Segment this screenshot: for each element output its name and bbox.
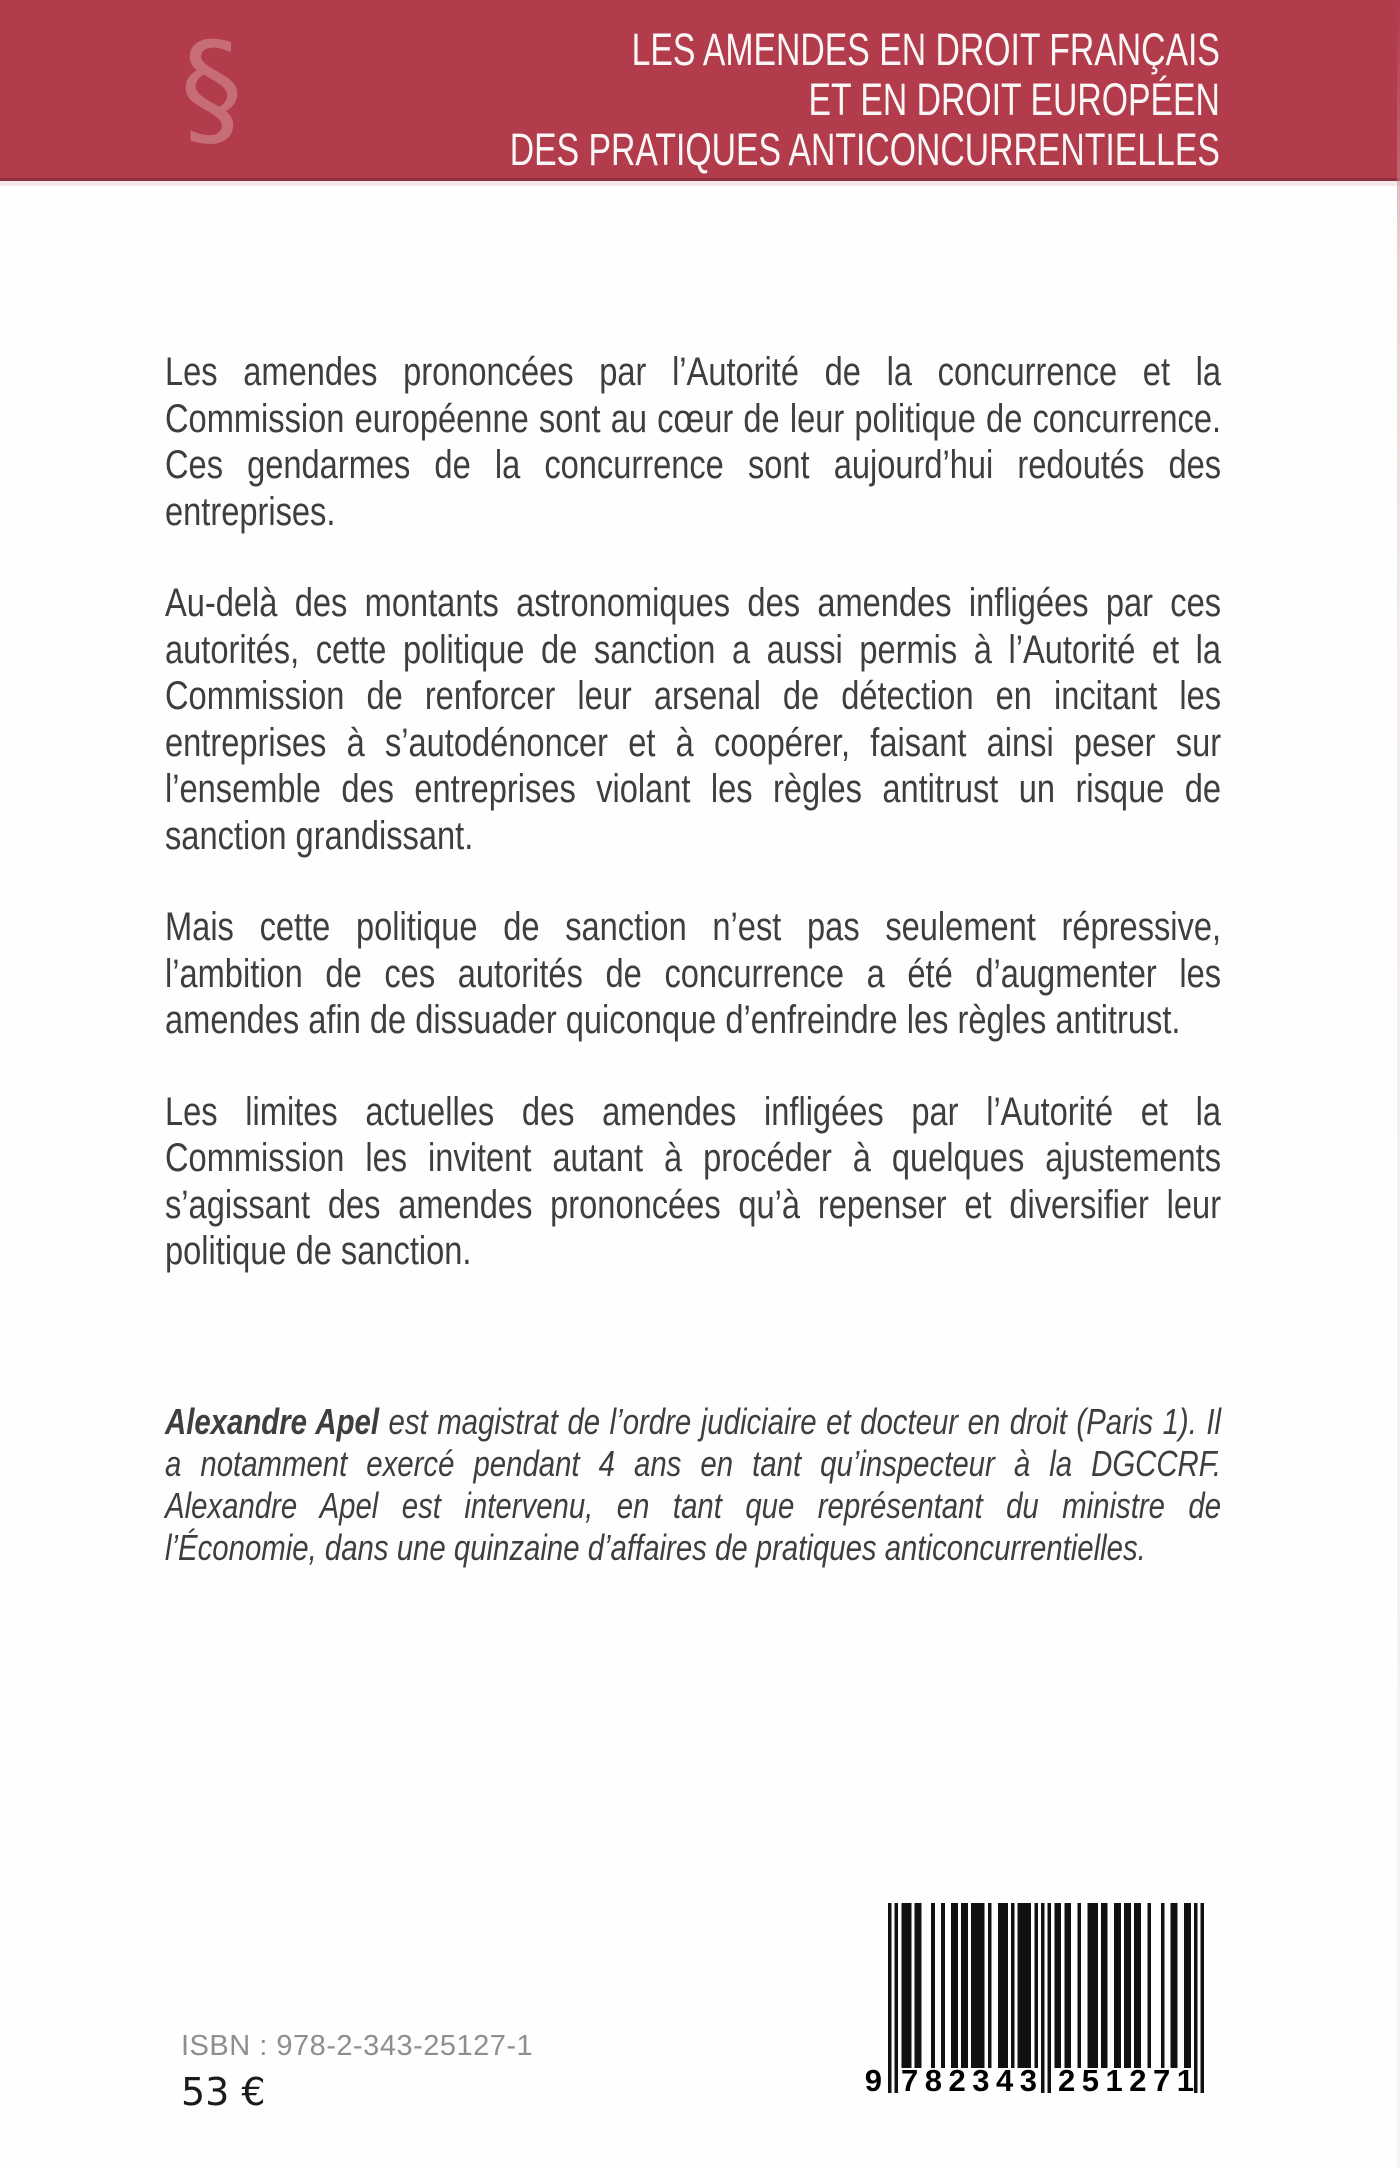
author-name: Alexandre Apel: [165, 1400, 380, 1442]
isbn-label: ISBN : 978-2-343-25127-1: [181, 2030, 534, 2062]
book-title-line-1: LES AMENDES EN DROIT FRANÇAIS: [631, 24, 1220, 75]
book-title-line-3: DES PRATIQUES ANTICONCURRENTIELLES: [509, 124, 1220, 175]
synopsis-paragraph-1: Les amendes prononcées par l’Autorité de la concurrence et la Commission européenne sont au cœur de leur politique de concurrence. Ces gendarmes de la concurrence sont aujourd’hui redoutés des entreprises.: [165, 350, 1222, 534]
price-label: 53 €: [181, 2070, 266, 2114]
book-title: [510, 25, 1220, 175]
barcode-digits-group-2: 251271: [1058, 2063, 1201, 2098]
synopsis-paragraph-4: Les limites actuelles des amendes infligées par l’Autorité et la Commission les invitent autant à procéder à quelques ajustements s’agissant des amendes prononcées qu’à repenser et diversifier leur politique de sanction.: [165, 1089, 1222, 1273]
barcode-digits-group-1: 782343: [901, 2063, 1044, 2098]
barcode-lead-digit: 9: [864, 2063, 882, 2098]
header-band: [0, 0, 1400, 181]
synopsis: [165, 349, 1221, 1569]
synopsis-paragraph-2: Au-delà des montants astronomiques des amendes infligées par ces autorités, cette politique de sanction a aussi permis à l’Autorité et la Commission de renforcer leur arsenal de détection en incitant les entreprises à s’autodénoncer et à coopérer, faisant ainsi peser sur l’ensemble des entreprises violant les règles antitrust un risque de sanction grandissant.: [165, 581, 1222, 858]
book-title-line-2: ET EN DROIT EUROPÉEN: [808, 74, 1220, 125]
author-bio: [165, 1401, 1221, 1569]
synopsis-paragraph-3: Mais cette politique de sanction n’est pas seulement répressive, l’ambition de ces autorités de concurrence a été d’augmenter les amendes afin de dissuader quiconque d’enfreindre les règles antitrust.: [165, 905, 1222, 1042]
author-bio-text: est magistrat de l’ordre judiciaire et docteur en droit (Paris 1). Il a notamment exercé pendant 4 ans en tant qu’inspecteur à la DGCCRF. Alexandre Apel est intervenu, en tant que représentant du ministre de l’Économie, dans une quinzaine d’affaires de pratiques anticoncurrentielles.: [165, 1400, 1222, 1568]
section-paragraph-icon: §: [180, 15, 243, 162]
ean13-barcode: [864, 1903, 1204, 2103]
